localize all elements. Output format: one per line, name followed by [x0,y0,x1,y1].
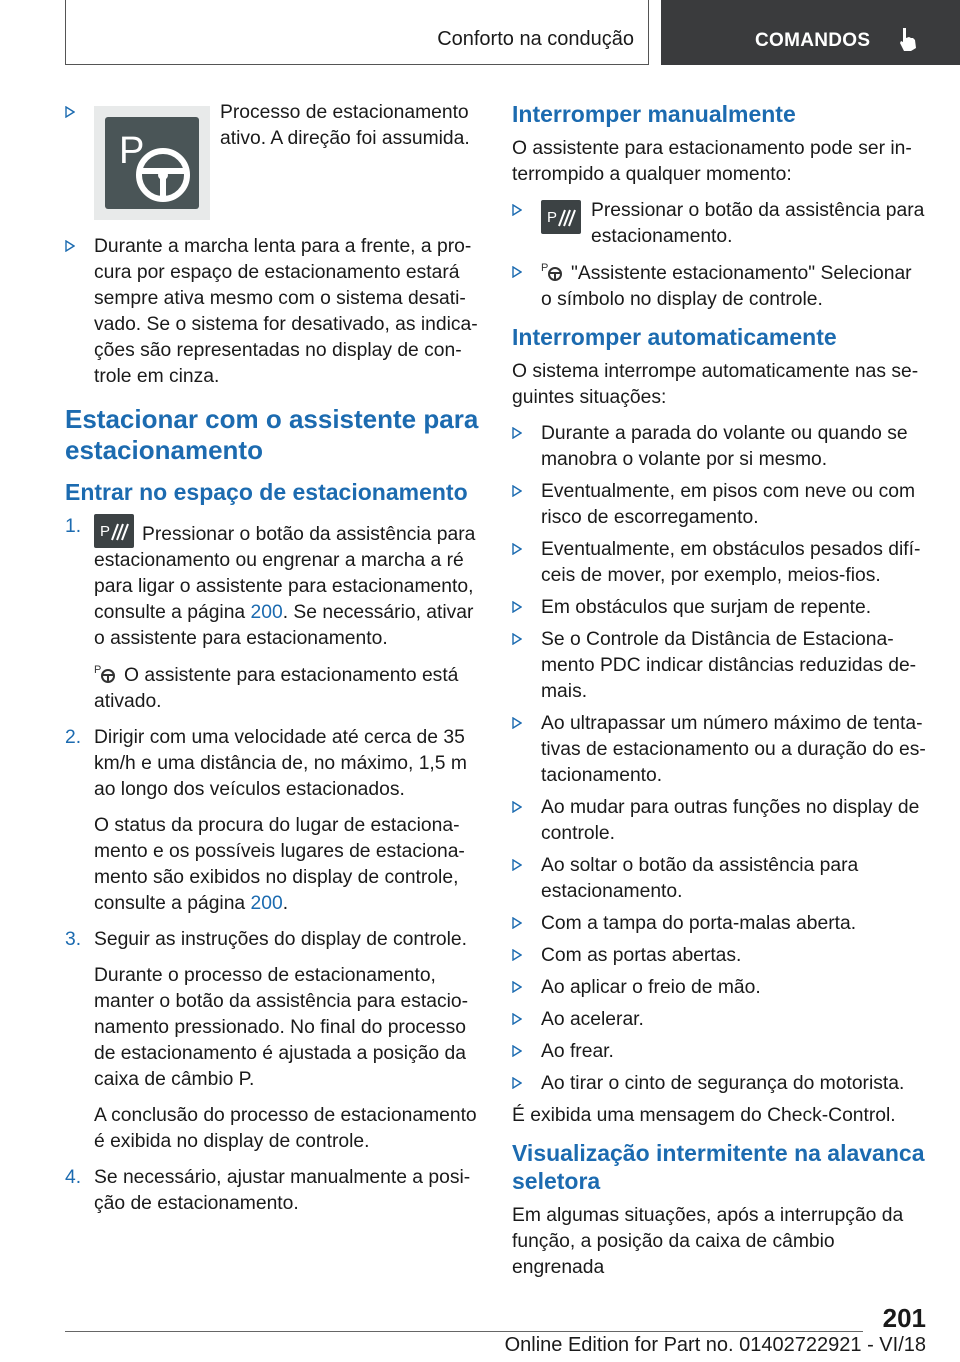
list-item-text: Pressionar o botão da assistência para estacionamento. [591,200,925,247]
triangle-bullet-icon [512,204,522,216]
list-item-text: Em obstáculos que surjam de repente. [541,597,872,618]
section-title: Conforto na condução [437,28,634,50]
paragraph: O assistente para estacionamento pode ser interrompido a qualquer momento: [512,138,912,185]
list-item-text: Eventualmente, em pisos com neve ou com risco de escorregamento. [541,481,916,528]
triangle-bullet-icon [512,1045,522,1057]
triangle-bullet-icon [512,981,522,993]
park-assist-button-icon [541,200,581,234]
triangle-bullet-icon [512,427,522,439]
svg-text:P: P [94,664,102,676]
triangle-bullet-icon [512,633,522,645]
step-number: 1. [65,516,82,537]
right-column [512,100,926,1291]
list-item [512,595,926,621]
list-item [512,1071,926,1097]
list-item-text: Ao ultrapassar um número máximo de tentativas de estacionamento ou a duração do estacionamento. [541,713,926,786]
triangle-bullet-icon [512,266,522,278]
step-number: 2. [65,727,82,748]
list-item [512,975,926,1001]
list-item-text: Processo de estacionamento ativo. A direção foi assumida. [220,102,470,149]
list-item-text: Com as portas abertas. [541,945,742,966]
list-item-text: Ao tirar o cinto de segurança do motorista. [541,1073,905,1094]
list-item [512,1007,926,1033]
step-text: Dirigir com uma velocidade até cerca de 35 km/h e uma distância de, no máximo, 1,5 m ao longo dos veículos estacionados. [94,727,467,800]
paragraph: O sistema interrompe automaticamente nas seguintes situações: [512,361,919,408]
paragraph: É exibida uma mensagem do Check-Control. [512,1105,896,1126]
left-column [65,100,480,1227]
step-note: O status da procura do lugar de estacionamento e os possíveis lugares de estacionamento são exibidos no display de controle, consulte a página 200. [94,815,465,914]
step-item [65,725,480,917]
list-item-text: Se o Controle da Distância de Estacionamento PDC indicar distâncias reduzidas demais. [541,629,917,702]
triangle-bullet-icon [512,801,522,813]
step-note: Durante o processo de estacionamento, manter o botão da assistência para estacionamento pressionado. No final do processo de estacionamento é ajustada a posição da caixa de câmbio P. [94,965,469,1090]
triangle-bullet-icon [512,601,522,613]
step-number: 4. [65,1167,82,1188]
list-item-text: Ao mudar para outras funções no display de controle. [541,797,920,844]
auto-stop-list [512,421,926,1097]
park-assist-symbol-icon [94,662,116,684]
heading-park-assistant: Estacionar com o assistente para estacionamento [65,404,479,465]
heading-selector-flash: Visualização intermitente na alavanca seletora [512,1140,925,1194]
step-text: Seguir as instruções do display de controle. [94,929,467,950]
triangle-bullet-icon [512,1077,522,1089]
chapter-tab[interactable] [661,0,960,65]
list-item-text: "Assistente estacionamento" Selecionar o símbolo no display de controle. [541,263,912,310]
list-item [512,421,926,473]
hand-pointer-icon [897,26,919,57]
park-assist-active-icon [94,106,210,220]
list-item [512,479,926,531]
list-item-text: Ao aplicar o freio de mão. [541,977,761,998]
step-note: A conclusão do processo de estacionamento é exibida no display de controle. [94,1105,477,1152]
list-item [512,711,926,789]
step-text: Se necessário, ajustar manualmente a posição de estacionamento. [94,1167,471,1214]
list-item [512,627,926,705]
list-item-text: Eventualmente, em obstáculos pesados difíceis de mover, por exemplo, meios-fios. [541,539,921,586]
header-section-box [65,0,649,65]
park-assist-symbol-icon [541,260,563,282]
step-note: P O assistente para estacionamento está ativado. [94,664,459,712]
triangle-bullet-icon [512,1013,522,1025]
step-item [65,1165,480,1217]
svg-text:P: P [541,262,549,274]
page-link[interactable]: 200 [250,602,283,623]
heading-manual-stop: Interromper manualmente [512,101,796,127]
list-item [512,795,926,847]
triangle-bullet-icon [65,106,75,118]
svg-text:P: P [119,130,145,172]
list-item [65,100,480,224]
step-number: 3. [65,929,82,950]
list-item [512,198,926,250]
list-item-text: Durante a parada do volante ou quando se manobra o volante por si mesmo. [541,423,908,470]
list-item [512,853,926,905]
list-item [512,537,926,589]
triangle-bullet-icon [512,917,522,929]
paragraph: Em algumas situações, após a interrupção da função, a posição da caixa de câmbio engrenada [512,1205,904,1278]
list-item-text: Ao acelerar. [541,1009,644,1030]
footer-divider [65,1331,863,1332]
triangle-bullet-icon [512,543,522,555]
step-text: P Pressionar o botão da assistência para estacionamento ou engrenar a marcha a ré para ligar o assistente para estacionamento, consulte a página 200. Se necessário, ativar o assistente para estacionamento. [94,514,480,652]
list-item-text: Ao soltar o botão da assistência para estacionamento. [541,855,859,902]
heading-auto-stop: Interromper automaticamente [512,324,837,350]
svg-text:P: P [100,523,111,540]
step-item [65,927,480,1155]
heading-enter-space: Entrar no espaço de estacionamento [65,479,468,505]
page-link[interactable]: 200 [250,893,283,914]
list-item-text: Com a tampa do porta-malas aberta. [541,913,857,934]
chapter-tab-label: COMANDOS [755,30,871,51]
triangle-bullet-icon [512,859,522,871]
list-item [65,234,480,390]
triangle-bullet-icon [512,485,522,497]
park-assist-button-icon [94,514,134,548]
list-item [512,260,926,313]
svg-text:P: P [547,209,558,226]
list-item [512,1039,926,1065]
list-item [512,911,926,937]
list-item-text: Durante a marcha lenta para a frente, a procura por espaço de estacionamento estará sempre ativa mesmo com o sistema desativado. Se o sistema for desativado, as indicações são representadas no display de controle em cinza. [94,236,478,387]
edition-footer: Online Edition for Part no. 01402722921 - VI/18 [504,1334,926,1356]
list-item [512,943,926,969]
triangle-bullet-icon [512,717,522,729]
page-number: 201 [882,1303,926,1333]
list-item-text: Ao frear. [541,1041,614,1062]
step-item [65,514,480,715]
triangle-bullet-icon [65,240,75,252]
triangle-bullet-icon [512,949,522,961]
